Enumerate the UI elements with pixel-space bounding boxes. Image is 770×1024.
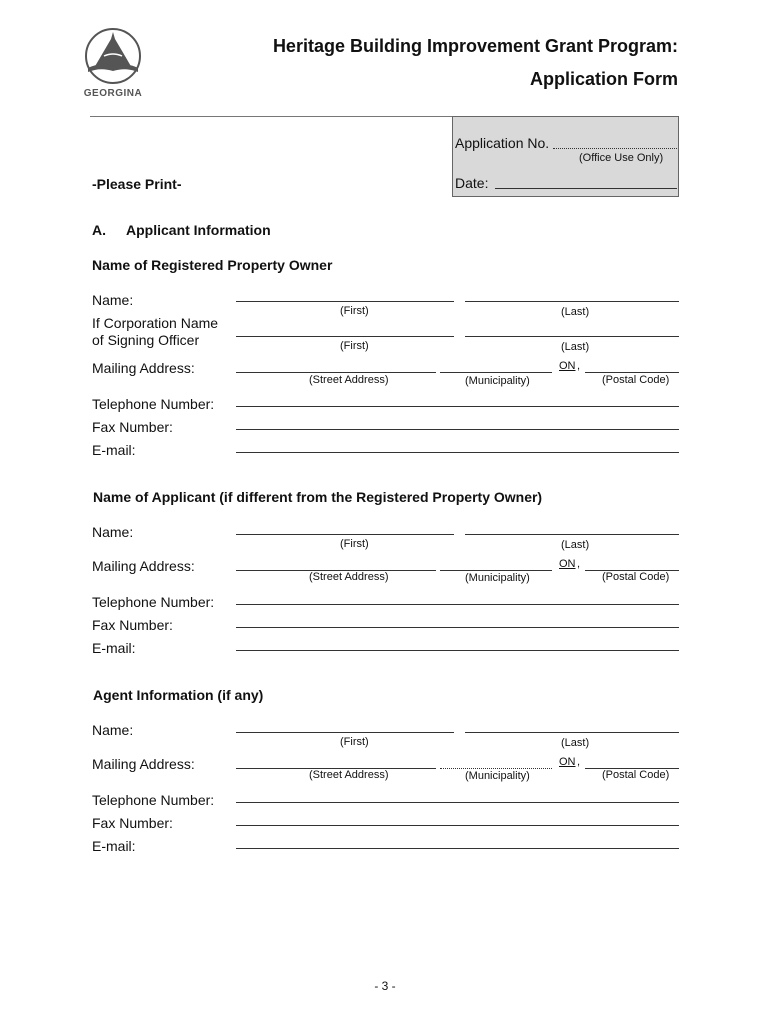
owner-postal-field[interactable] — [585, 372, 679, 373]
street-caption: (Street Address) — [309, 571, 389, 583]
owner-municipality-field[interactable] — [440, 372, 552, 373]
agent-phone-label: Telephone Number: — [92, 792, 215, 808]
applicant-email-label: E-mail: — [92, 640, 136, 656]
applicant-last-name-field[interactable] — [465, 534, 679, 535]
page-subtitle: Application Form — [530, 69, 678, 89]
municipality-caption: (Municipality) — [465, 375, 530, 387]
agent-last-name-field[interactable] — [465, 732, 679, 733]
applicant-municipality-field[interactable] — [440, 570, 552, 571]
comma-text: , — [577, 558, 581, 570]
applicant-email-field[interactable] — [236, 650, 679, 651]
application-no-field[interactable] — [553, 148, 677, 149]
owner-heading: Name of Registered Property Owner — [92, 257, 333, 273]
province-text: ON — [559, 756, 576, 768]
header-divider — [90, 116, 452, 117]
first-caption: (First) — [340, 736, 369, 748]
owner-first-name-field[interactable] — [236, 301, 454, 302]
logo-text: GEORGINA — [83, 88, 143, 99]
comma-text: , — [577, 756, 581, 768]
agent-email-label: E-mail: — [92, 838, 136, 854]
applicant-heading: Name of Applicant (if different from the Registered Property Owner) — [93, 489, 543, 505]
owner-email-label: E-mail: — [92, 442, 136, 458]
agent-fax-label: Fax Number: — [92, 815, 173, 831]
applicant-name-label: Name: — [92, 524, 134, 540]
municipality-caption: (Municipality) — [465, 572, 530, 584]
please-print-note: -Please Print- — [92, 176, 182, 192]
street-caption: (Street Address) — [309, 374, 389, 386]
agent-fax-field[interactable] — [236, 825, 679, 826]
applicant-phone-label: Telephone Number: — [92, 594, 215, 610]
owner-phone-field[interactable] — [236, 406, 679, 407]
agent-email-field[interactable] — [236, 848, 679, 849]
owner-fax-label: Fax Number: — [92, 419, 173, 435]
page-number: - 3 - — [374, 979, 396, 993]
page-title: Heritage Building Improvement Grant Program: — [272, 36, 678, 56]
section-a-title: Applicant Information — [126, 222, 271, 238]
first-caption: (First) — [340, 305, 369, 317]
date-field[interactable] — [495, 188, 677, 189]
owner-phone-label: Telephone Number: — [92, 396, 215, 412]
street-caption: (Street Address) — [309, 769, 389, 781]
comma-text: , — [577, 360, 581, 372]
applicant-first-name-field[interactable] — [236, 534, 454, 535]
province-text: ON — [559, 360, 576, 372]
agent-municipality-field[interactable] — [440, 768, 552, 769]
agent-first-name-field[interactable] — [236, 732, 454, 733]
corp-last-name-field[interactable] — [465, 336, 679, 337]
owner-last-name-field[interactable] — [465, 301, 679, 302]
first-caption: (First) — [340, 538, 369, 550]
corp-label-line1: If Corporation Name — [92, 315, 219, 331]
owner-mailing-label: Mailing Address: — [92, 360, 195, 376]
municipality-caption: (Municipality) — [465, 770, 530, 782]
last-caption: (Last) — [561, 737, 590, 749]
last-caption: (Last) — [561, 341, 590, 353]
last-caption: (Last) — [561, 306, 590, 318]
agent-phone-field[interactable] — [236, 802, 679, 803]
agent-name-label: Name: — [92, 722, 134, 738]
agent-mailing-label: Mailing Address: — [92, 756, 195, 772]
agent-heading: Agent Information (if any) — [93, 687, 264, 703]
last-caption: (Last) — [561, 539, 590, 551]
date-label: Date: — [455, 175, 489, 191]
owner-email-field[interactable] — [236, 452, 679, 453]
owner-name-label: Name: — [92, 292, 134, 308]
office-use-note: (Office Use Only) — [579, 152, 664, 164]
province-text: ON — [559, 558, 576, 570]
applicant-phone-field[interactable] — [236, 604, 679, 605]
georgina-logo — [82, 26, 144, 101]
section-a-letter: A. — [92, 222, 106, 238]
applicant-fax-label: Fax Number: — [92, 617, 173, 633]
first-caption: (First) — [340, 340, 369, 352]
corp-first-name-field[interactable] — [236, 336, 454, 337]
georgina-logo-icon — [82, 26, 144, 88]
postal-caption: (Postal Code) — [602, 571, 670, 583]
owner-street-field[interactable] — [236, 372, 436, 373]
application-no-label: Application No. — [455, 135, 550, 151]
applicant-fax-field[interactable] — [236, 627, 679, 628]
postal-caption: (Postal Code) — [602, 374, 670, 386]
postal-caption: (Postal Code) — [602, 769, 670, 781]
owner-fax-field[interactable] — [236, 429, 679, 430]
applicant-mailing-label: Mailing Address: — [92, 558, 195, 574]
corp-label-line2: of Signing Officer — [92, 332, 200, 348]
